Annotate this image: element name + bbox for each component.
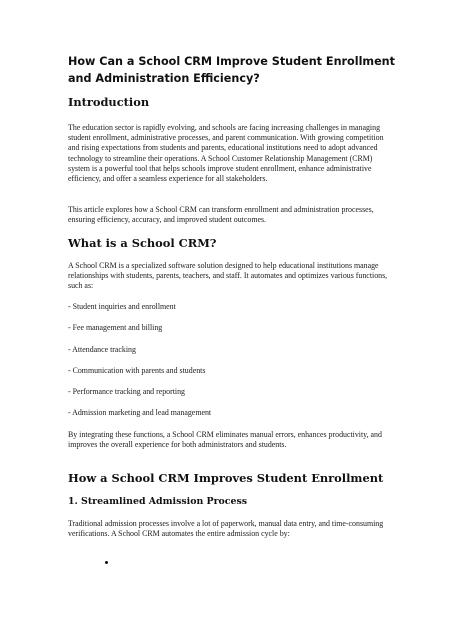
what-is-intro-paragraph: A School CRM is a specialized software solution designed to help educational institutions manage relationships with students, parents, teachers, and staff. It automates and optimizes various functions, such as: (68, 261, 388, 291)
introduction-heading: Introduction (68, 95, 150, 109)
list-item: - Performance tracking and reporting (68, 387, 185, 396)
introduction-paragraph-2: This article explores how a School CRM can transform enrollment and administration processes, ensuring efficiency, accuracy, and improved student outcomes. (68, 205, 374, 225)
bullet-point (105, 561, 108, 564)
what-is-closing-paragraph: By integrating these functions, a School CRM eliminates manual errors, enhances productivity, and improves the overall experience for both administrators and students. (68, 430, 382, 450)
list-item: - Fee management and billing (68, 323, 163, 332)
streamlined-admission-paragraph: Traditional admission processes involve a lot of paperwork, manual data entry, and time-consuming verifications. A School CRM automates the entire admission cycle by: (68, 519, 384, 539)
list-item: - Student inquiries and enrollment (68, 302, 176, 311)
what-is-heading: What is a School CRM? (68, 236, 217, 250)
document-title: How Can a School CRM Improve Student Enrollment and Administration Efficiency? (68, 55, 395, 85)
list-item: - Attendance tracking (68, 345, 136, 354)
list-item: - Admission marketing and lead management (68, 408, 212, 417)
introduction-paragraph-1: The education sector is rapidly evolving, and schools are facing increasing challenges in managing student enrollment, administrative processes, and parent communication. With growing competition and rising expectations from students and parents, educational institutions need to adopt advanced technology to streamline their operations. A School Customer Relationship Management (CRM) system is a powerful tool that helps schools improve student enrollment, enhance administrative efficiency, and offer a seamless experience for all stakeholders. (68, 123, 384, 184)
list-item: - Communication with parents and students (68, 366, 206, 375)
improves-heading: How a School CRM Improves Student Enrollment (68, 471, 384, 485)
streamlined-admission-subheading: 1. Streamlined Admission Process (68, 496, 248, 507)
